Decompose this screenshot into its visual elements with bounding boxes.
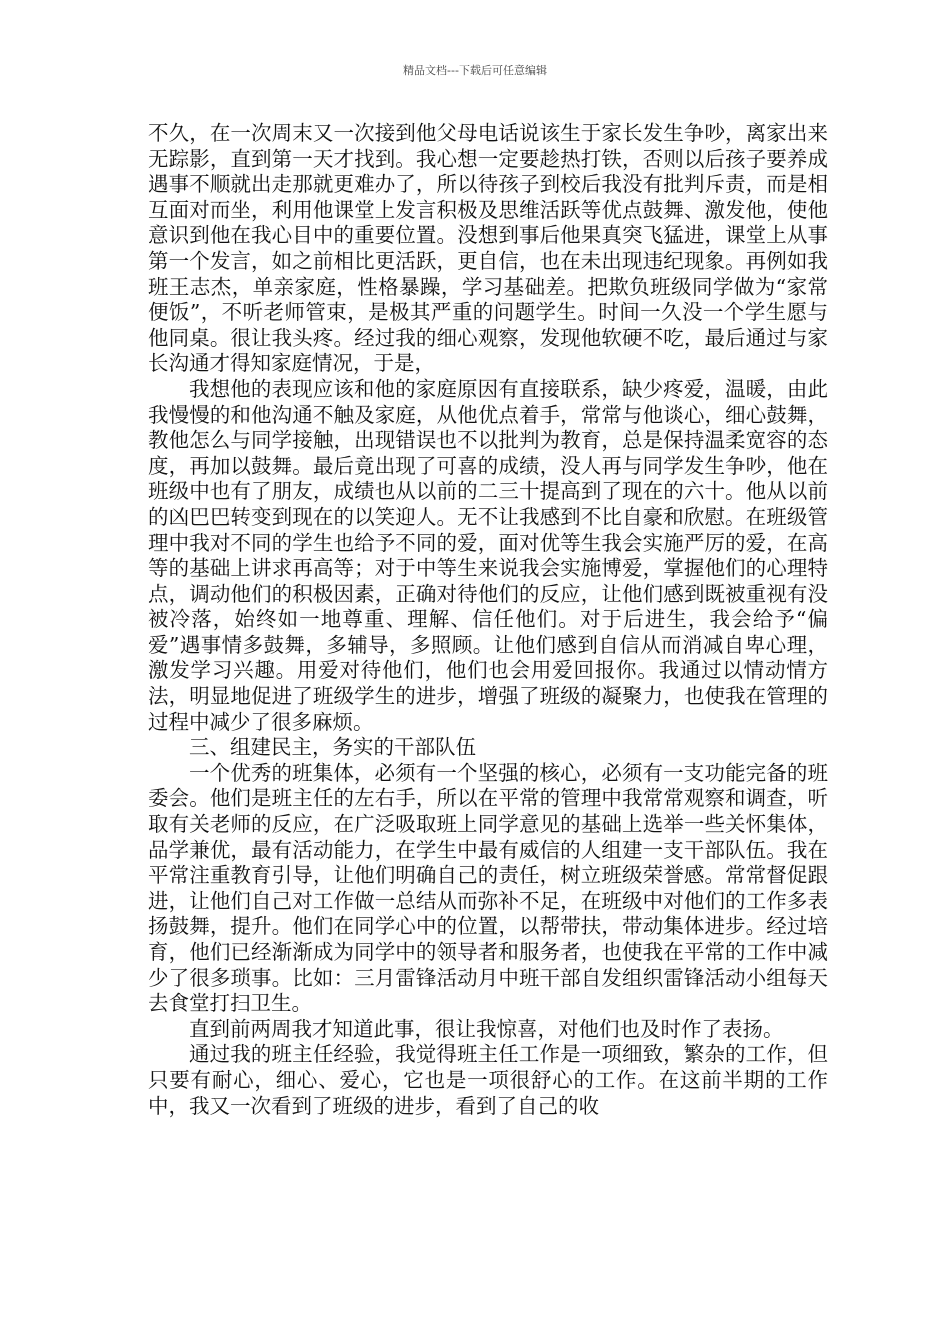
document-body	[148, 121, 828, 1119]
paragraph: 一个优秀的班集体，必须有一个坚强的核心，必须有一支功能完备的班委会。他们是班主任的左右手，所以在平常的管理中我常常观察和调查，听取有关老师的反应，在广泛吸取班上同学意见的基础上选举一些关怀集体，品学兼优，最有活动能力，在学生中最有威信的人组建一支干部队伍。我在平常注重教育引导，让他们明确自己的责任，树立班级荣誉感。常常督促跟进，让他们自己对工作做一总结从而弥补不足，在班级中对他们的工作多表扬鼓舞，提升。他们在同学心中的位置，以帮带扶，带动集体进步。经过培育，他们已经渐渐成为同学中的领导者和服务者，也使我在平常的工作中减少了很多琐事。比如：三月雷锋活动月中班干部自发组织雷锋活动小组每天去食堂打扫卫生。	[148, 760, 828, 1016]
page-header: 精品文档---下载后可任意编辑	[403, 64, 547, 77]
paragraph: 直到前两周我才知道此事，很让我惊喜，对他们也及时作了表扬。	[189, 1016, 784, 1041]
section-heading: 三、组建民主，务实的干部队伍	[189, 735, 476, 760]
paragraph: 不久，在一次周末又一次接到他父母电话说该生于家长发生争吵，离家出来无踪影，直到第一天才找到。我心想一定要趁热打铁，否则以后孩子要养成遇事不顺就出走那就更难办了，所以待孩子到校后我没有批判斥责，而是相互面对而坐，利用他课堂上发言积极及思维活跃等优点鼓舞、激发他，使他意识到他在我心目中的重要位置。没想到事后他果真突飞猛进，课堂上从事第一个发言，如之前相比更活跃，更自信，也在未出现违纪现象。再例如我班王志杰，单亲家庭，性格暴躁，学习基础差。把欺负班级同学做为“家常便饭”，不听老师管束，是极其严重的问题学生。时间一久没一个学生愿与他同桌。很让我头疼。经过我的细心观察，发现他软硬不吃，最后通过与家长沟通才得知家庭情况，于是，	[148, 121, 828, 376]
paragraph: 我想他的表现应该和他的家庭原因有直接联系，缺少疼爱，温暖，由此我慢慢的和他沟通不触及家庭，从他优点着手，常常与他谈心，细心鼓舞，教他怎么与同学接触，出现错误也不以批判为教育，总是保持温柔宽容的态度，再加以鼓舞。最后竟出现了可喜的成绩，没人再与同学发生争吵，他在班级中也有了朋友，成绩也从以前的二三十提高到了现在的六十。他从以前的凶巴巴转变到现在的以笑迎人。无不让我感到不比自豪和欣慰。在班级管理中我对不同的学生也给予不同的爱，面对优等生我会实施严厉的爱，在高等的基础上讲求再高等；对于中等生来说我会实施博爱，掌握他们的心理特点，调动他们的积极因素，正确对待他们的反应，让他们感到既被重视有没被冷落，始终如一地尊重、理解、信任他们。对于后进生，我会给予“偏爱”遇事情多鼓舞，多辅导，多照顾。让他们感到自信从而消减自卑心理，激发学习兴趣。用爱对待他们，他们也会用爱回报你。我通过以情动情方法，明显地促进了班级学生的进步，增强了班级的凝聚力，也使我在管理的过程中减少了很多麻烦。	[148, 376, 828, 734]
paragraph: 通过我的班主任经验，我觉得班主任工作是一项细致，繁杂的工作，但只要有耐心，细心、爱心，它也是一项很舒心的工作。在这前半期的工作中，我又一次看到了班级的进步，看到了自己的收	[148, 1042, 828, 1118]
